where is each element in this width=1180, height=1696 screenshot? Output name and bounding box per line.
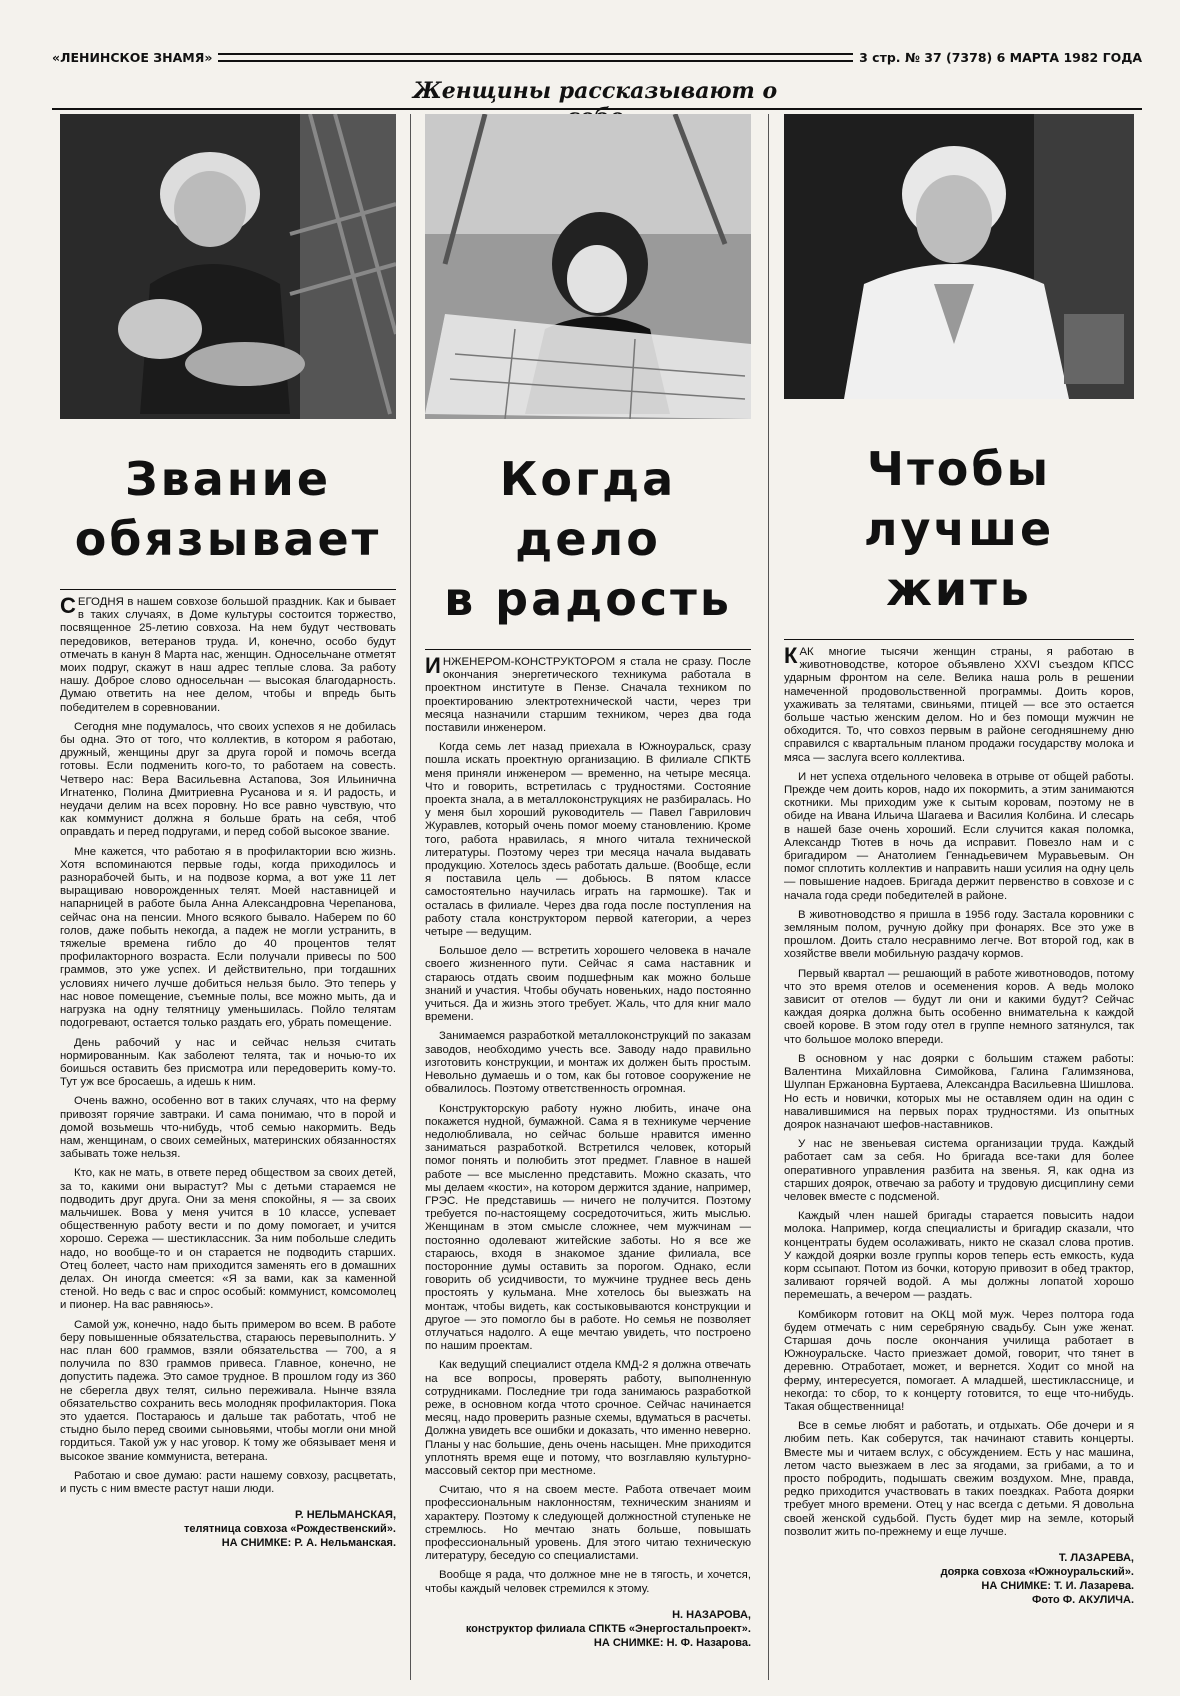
headline-line: в радость [444,572,732,626]
article-column-2 [425,114,751,1680]
rule [425,649,751,650]
headline-line: Когда дело [499,452,677,566]
article-2-body [425,653,751,1602]
headline-line: Звание [124,452,332,506]
photo-woman-at-drawing-board [425,114,751,419]
paragraph: КАК многие тысячи женщин страны, я работаю в животноводстве, которое объявлено XXVI съездом КПСС ударным фронтом на селе. Велика наша роль в решении намеченной продовольственной программы. Доить коров, ухаживать за телятами, свиньями, птицей — все это остается больше частью женским делом. Но и без помощи мужчин не обходится. То, что совхоз первым в районе сегодняшнему дню справился с квартальным планом продажи государству молока и мяса — заслуга всего коллектива. [784,643,1134,764]
paragraph: Как ведущий специалист отдела КМД-2 я должна отвечать на все вопросы, проверять работу, выполненную сотрудниками. Последние три года занимаюсь разработкой реже, в основном когда чтото срочное. Сейчас начинается месяц, надо проверить разные схемы, вдуматься в расчеты. Должна увидеть все ошибки и доказать, что именно неверно. Планы у нас большие, день очень насыщен. Мне приходится уплотнять время еще и потому, что возглавляю культурно-массовый сектор при местноме. [425,1359,751,1477]
paragraph: У нас не звеньевая система организации труда. Каждый работает сам за себя. Но бригада все-таки для более оперативного управления разбита на звенья. Я, как одна из старших доярок, отвечаю за работу и трудовую дисциплину семи человек вместе с подсменой. [784,1138,1134,1203]
author-name: Т. ЛАЗАРЕВА, [1058,1552,1134,1564]
paragraph: ИНЖЕНЕРОМ-КОНСТРУКТОРОМ я стала не сразу. После окончания энергетического техникума работала в проектном институте в Пензе. Сначала техником по проектированию электротехнической части, через три месяца назначили старшим техником, через два года поставили инженером. [425,653,751,735]
article-column-1 [60,114,396,1680]
photo-woman-with-calf [60,114,396,419]
top-rule [52,108,1142,110]
column-divider [410,114,411,1680]
paragraph: Конструкторскую работу нужно любить, иначе она покажется нудной, бумажной. Сама я в техникуме черчение недолюбливала, но сейчас больше нравится именно заниматься разработкой. Встретился человек, который помог понять и полюбить этот предмет. Главное в нашей работе — все мысленно представить. Можно сказать, что мы делаем «кости», на котором держится здание, например, ГРЭС. Не представишь — ничего не получится. Поэтому требуется по-настоящему сосредоточиться, жить мыслью. Женщинам в этом смысле сложнее, чем мужчинам — постоянно одолевают житейские заботы. Но я все же стараюсь, входя в знакомое здание филиала, все посторонние думы оставить за порогом. Однако, если говорить об усидчивости, то мужчине труднее весь день простоять у кульмана. Мне хотелось бы выезжать на монтаж, чтобы видеть, как состыковываются конструкции и другое — это помогло бы в работе. Но семья не позволяет отлучаться надолго. А еще мечтаю увидеть, что построено по нашим проектам. [425,1102,751,1353]
headline-line: Чтобы [866,442,1052,496]
paragraph: Самой уж, конечно, надо быть примером во всем. В работе беру повышенные обязательства, стараюсь перевыполнить. У нас план 600 граммов, взяли обязательства — 700, а я получила по 830 граммов привеса. Главное, конечно, не допустить падежа. Это самое трудное. В прошлом году из 360 не сберегла двух телят, сильно переживала. Нынче взяла обязательство сохранить весь молодняк профилактория. Пока это удается. Постараюсь и дальше так работать, чтоб не стыдно было перед своими сыновьями, чтобы могли они мной гордиться. Такой уж у нас уговор. К тому же обязывает меня и высокое звание коммуниста, ветерана. [60,1318,396,1463]
rule [60,589,396,590]
masthead-rule [218,53,853,62]
masthead [52,44,1142,70]
headline-line: лучше жить [863,502,1055,616]
paragraph: Когда семь лет назад приехала в Южноуральск, сразу пошла искать проектную организацию. В филиале СПКТБ меня приняли инженером — временно, на четыре месяца. Что и говорить, встретилась с трудностями. Состояние проекта знала, а в металлоконструкциях не разбиралась. Но у меня был хороший руководитель — Павел Гаврилович Журавлев, который очень помог моему становлению. Кроме того, работа нравилась, я много читала технической литературы. Поэтому через три месяца начала выдавать продукцию. Хотелось здесь работать дальше. (Вообще, если я поставила цель — добьюсь. В пятом классе самостоятельно научилась играть на гармошке). Так и осталась в филиале. Через два года после поступления на работу стала конструктором первой категории, а через четыре — ведущим. [425,741,751,939]
paragraph: В животноводство я пришла в 1956 году. Застала коровники с земляным полом, ручную дойку при фонарях. Все это уже в прошлом. Доить стало несравнимо легче. Вот второй год, как в хозяйстве ввели мобильную раздачу кормов. [784,908,1134,961]
article-3-body [784,643,1134,1545]
paragraph: Большое дело — встретить хорошего человека в начале своего жизненного пути. Сейчас я сама наставник и стараюсь отдать своим подшефным как можно больше знаний и участия. Чтобы обучать новеньких, надо постоянно учиться. Да и жизнь этого требует. Жаль, что для книг мало времени. [425,945,751,1024]
article-3-signature [784,1551,1134,1607]
paragraph: Занимаемся разработкой металлоконструкций по заказам заводов, необходимо учесть все. Заводу надо правильно изготовить конструкции, и монтаж их должен быть простым. Невольно думаешь и о том, как бы готовое сооружение не обвалилось. Поэтому ответственность огромная. [425,1030,751,1096]
article-column-3 [784,114,1134,1680]
paragraph: Комбикорм готовит на ОКЦ мой муж. Через полтора года будем отмечать с ним серебряную свадьбу. Сын уже женат. Старшая дочь после окончания училища работает в Южноуральске. Часто приезжает домой, говорит, что тянет в деревню. Отработает, может, и вернется. Ходит со мной на ферму, интересуется, помогает. А младшей, шестикласснице, и некогда: то сбор, то к концерту готовится, то еще что-нибудь. Такая общественница! [784,1308,1134,1413]
photo-milkmaid [784,114,1134,399]
article-1-body [60,593,396,1502]
article-3-headline [784,439,1134,619]
article-3-photo [784,114,1134,399]
author-name: Р. НЕЛЬМАНСКАЯ, [294,1509,396,1522]
article-2-headline [425,449,751,629]
rule [784,639,1134,640]
paragraph: Мне кажется, что работаю я в профилактории всю жизнь. Хотя вспоминаются первые годы, когда приходилось и разнорабочей быть, и на подвозе корма, а вот уже 11 лет выращиваю новорожденных телят. Моей наставницей и напарницей в работе была Анна Александровна Черепанова, сейчас она на пенсии. Много всякого бывало. Наберем по 60 голов, даже побыть некогда, а падеж не могли устранить, в тяжелые времена гибло до 40 процентов телят профилакторного возраста. Если получали привесы по 500 граммов, это уже успех. И действительно, при тогдашних условиях ничего лучше добиться нельзя было. Это теперь у нас новое помещение, съемные полы, все можно мыть, да и нагрузка на одну телятницу уменьшилась. Пойло телятам подогревают, остается только раздать его, убрать помещение. [60,845,396,1030]
article-2-photo [425,114,751,419]
article-1-signature [60,1508,396,1550]
paragraph: В основном у нас доярки с большим стажем работы: Валентина Михайловна Симойкова, Галина Галимзянова, Шулпан Ержановна Буртаева, Александра Васильевна Шишлова. Но есть и новички, которых мы не оставляем один на один с навалившимися на первых порах трудностями. Из опытных доярок назначают шефов-наставников. [784,1052,1134,1131]
headline-line: обязывает [74,512,382,566]
paragraph: Каждый член нашей бригады старается повысить надои молока. Например, когда специалисты и бригадир сказали, что концентраты будем осолаживать, никто не сказал слова против. У каждой доярки возле группы коров теперь есть емкость, куда корм ссыпают. Потом из бочки, которую привозит в обед трактор, заливают горячей водой. А мы должны лопатой хорошо перемешать, а вечером — раздать. [784,1210,1134,1302]
photo-caption: НА СНИМКЕ: Т. И. Лазарева. [981,1580,1134,1592]
author-role: конструктор филиала СПКТБ «Энергостальпроект». [465,1622,751,1635]
paragraph: Сегодня мне подумалось, что своих успехов я не добилась бы одна. Это от того, что коллектив, в котором я работаю, дружный, женщины друг за друга горой и помочь всегда готовы. Если подменить кого-то, то работаем на совесть. Четверо нас: Вера Васильевна Астапова, Зоя Ильинична Игнатенко, Полина Дмитриевна Русанова и я. И радость, и неудачи делим на всех поровну. Но все равно чувствую, что как коммунист должна я больше брать на себя, чтоб оправдать и перед подругами, и перед собой высокое звание. [60,720,396,839]
paragraph: И нет успеха отдельного человека в отрыве от общей работы. Прежде чем доить коров, надо их покормить, а этим занимаются скотники. Мы приходим уже к сытым коровам, поэтому не в обиде на Ивана Ильича Шагаева и Василия Колбина. И слесарь в нашей базе очень хороший. Если случится какая поломка, Александр Тютев в ночь да исправит. Повезло нам и с бригадиром — Анатолием Геннадьевичем Муравьевым. Он помог сплотить коллектив и направить наши усилия на одну цель — повышение надоев. Бригада держит первенство в совхозе и с начала года среди победителей в районе. [784,770,1134,902]
paragraph: Вообще я рада, что должное мне не в тягость, и хочется, чтобы каждый человек стремился к этому. [425,1569,751,1595]
paper-name: «ЛЕНИНСКОЕ ЗНАМЯ» [52,49,213,65]
paragraph: Очень важно, особенно вот в таких случаях, что на ферму привозят горячие завтраки. И сама понимаю, что в порой и домой возьмешь что-нибудь, чтоб семью накормить. Ведь нам, женщинам, о своих семейных, материнских обязанностях забывать тоже нельзя. [60,1095,396,1161]
paragraph: Первый квартал — решающий в работе животноводов, потому что это время отелов и осеменения коров. А ведь молоко зависит от отелов — будут ли они и какими будут? Сейчас каждая доярка должна быть особенно внимательна к каждой своей корове. В этом году отел в группе немного затянулся, так что большое молоко впереди. [784,967,1134,1046]
author-role: доярка совхоза «Южноуральский». [940,1566,1134,1578]
article-1-photo [60,114,396,419]
article-2-signature [425,1608,751,1650]
photo-caption: НА СНИМКЕ: Н. Ф. Назарова. [593,1636,751,1649]
issue-info: 3 стр. № 37 (7378) 6 МАРТА 1982 ГОДА [859,49,1142,65]
section-title: Женщины рассказывают о [412,78,778,104]
paragraph: День рабочий у нас и сейчас нельзя считать нормированным. Как заболеют телята, так и ночью-то их боишься оставить без присмотра или передоверить кому-то. Тут уж все бросаешь, а идешь к ним. [60,1036,396,1089]
author-role: телятница совхоза «Рождественский». [183,1523,396,1536]
paragraph: СЕГОДНЯ в нашем совхозе большой праздник. Как и бывает в таких случаях, в Доме культуры состоится торжество, посвященное 25-летию совхоза. На нем будут чествовать передовиков, ветеранов труда. И, конечно, особо будут отмечать в канун 8 Марта нас, женщин. Односельчане отметят моих подруг, скажут в наш адрес теплые слова. За работу нашу. Доброе слово односельчан — высокая благодарность. Думаю ответить на нее делом, чтобы и впредь быть победителем в соревновании. [60,593,396,714]
photo-credit: Фото Ф. АКУЛИЧА. [1031,1594,1134,1606]
paragraph: Кто, как не мать, в ответе перед обществом за своих детей, за то, какими они вырастут? Мы с детьми стараемся не подводить друг друга. Они за меня спокойны, я — за своих мальчишек. Вова у меня учится в 10 классе, успевает общественную работу вести и по дому помогает, и учится хорошо. Сережа — шестиклассник. За ним побольше следить надо, но вообще-то и он старается не подводить старших. Отец болеет, часто нам приходится заменять его в домашних делах. Он иногда смеется: «Я за вами, как за каменной стеной. Но ведь с вас и спрос особый: коммунист, комсомолец и пионер. На вас равняюсь». [60,1167,396,1312]
article-1-headline [60,449,396,569]
paragraph: Работаю и свое думаю: расти нашему совхозу, расцветать, и пусть с ним вместе растут наши люди. [60,1469,396,1495]
paragraph: Все в семье любят и работать, и отдыхать. Обе дочери и я любим петь. Как соберутся, так начинают ставить концерты. Вместе мы и читаем вслух, с обсуждением. Есть у нас машина, летом часто выезжаем в лес за ягодами, за грибами, а то и просто побродить, подышать свежим воздухом. Мне, правда, редко приходится участвовать в таких поездках. Работа доярки требует много времени. Отец у нас всегда с детьми. Я довольна своей женской судьбой. Пусть будет мир на земле, который позволит жить по-прежнему и еще лучше. [784,1420,1134,1538]
column-divider [768,114,769,1680]
photo-caption: НА СНИМКЕ: Р. А. Нельманская. [221,1537,396,1550]
paragraph: Считаю, что я на своем месте. Работа отвечает моим профессиональным наклонностям, техническим знаниям и характеру. Поэтому к следующей должностной ступеньке не стремлюсь. Но мечтаю знать больше, повышать профессиональный уровень. Для этого читаю техническую литературу, беседую со специалистами. [425,1484,751,1563]
author-name: Н. НАЗАРОВА, [672,1608,751,1621]
